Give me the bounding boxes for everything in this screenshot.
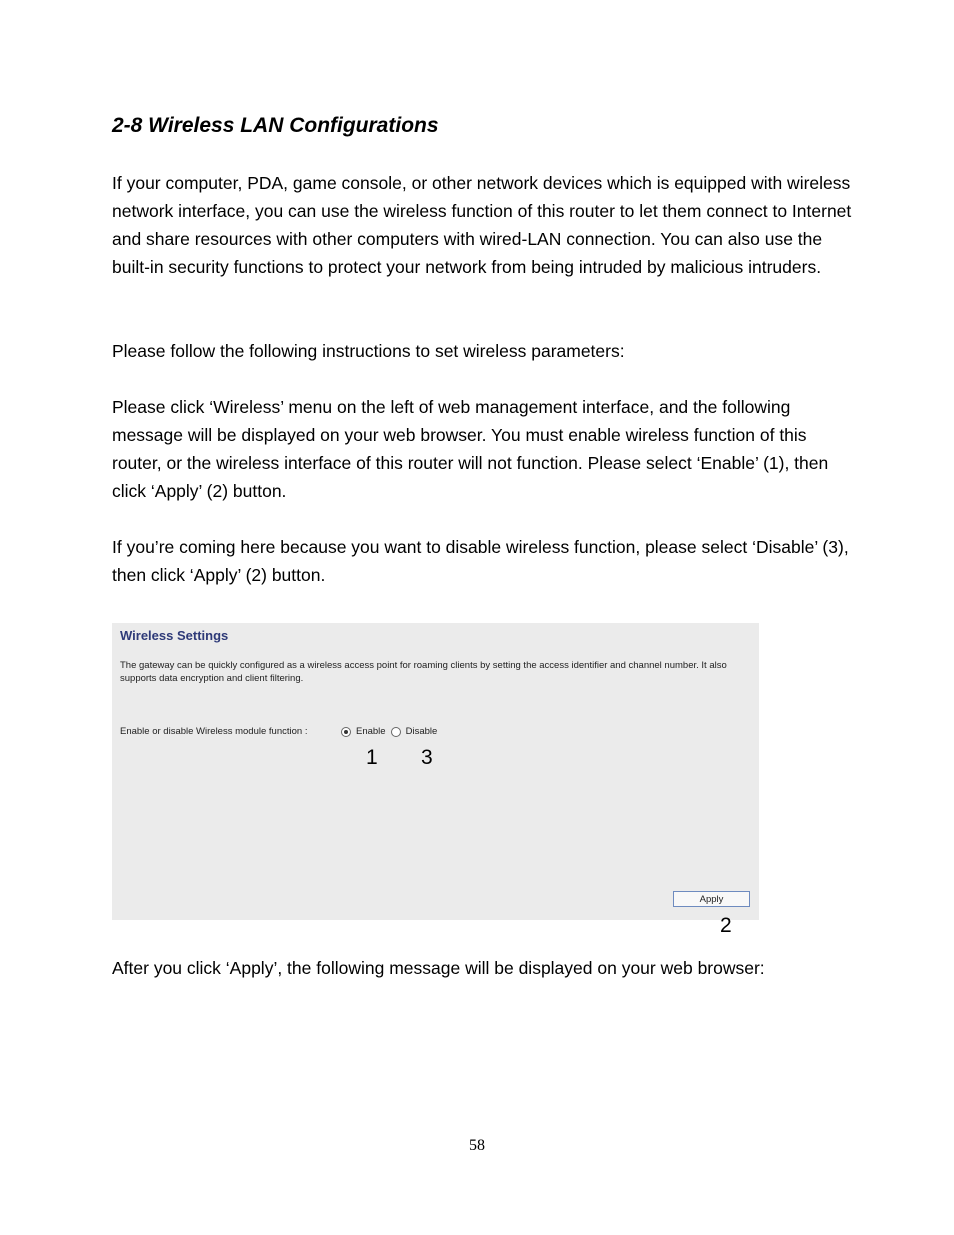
apply-button[interactable]: Apply <box>673 891 750 907</box>
callout-number-apply: 2 <box>720 914 732 937</box>
section-heading: 2-8 Wireless LAN Configurations <box>112 114 439 137</box>
enable-instructions-paragraph: Please click ‘Wireless’ menu on the left of web management interface, and the following message will be displayed on your web browser. You must enable wireless function of this router, or the wireless interface of this router will not function. Please select ‘Enable’ (1), then click ‘Apply’ (2) button. <box>112 397 829 501</box>
callout-number-enable: 1 <box>366 746 378 769</box>
enable-option[interactable] <box>341 726 386 737</box>
wireless-settings-title: Wireless Settings <box>120 628 229 643</box>
wireless-settings-description: The gateway can be quickly configured as a wireless access point for roaming clients by setting the access identifier and channel number. It also supports data encryption and client filtering. <box>120 660 727 684</box>
disable-option-label: Disable <box>405 726 438 737</box>
disable-option[interactable] <box>391 726 438 737</box>
wireless-settings-screenshot <box>112 623 759 920</box>
intro-paragraph: If your computer, PDA, game console, or other network devices which is equipped with wireless network interface, you can use the wireless function of this router to let them connect to Internet and share resources with other computers with wired-LAN connection. You can also use the built-in security functions to protect your network from being intruded by malicious intruders. <box>112 173 852 277</box>
wireless-module-row <box>120 726 442 737</box>
disable-radio[interactable] <box>391 727 401 737</box>
callout-number-disable: 3 <box>421 746 433 769</box>
instructions-intro-paragraph: Please follow the following instructions to set wireless parameters: <box>112 341 625 361</box>
wireless-module-label: Enable or disable Wireless module function : <box>120 726 308 737</box>
after-apply-paragraph: After you click ‘Apply’, the following message will be displayed on your web browser: <box>112 958 765 978</box>
enable-option-label: Enable <box>356 726 386 737</box>
page-number: 58 <box>469 1137 485 1154</box>
disable-instructions-paragraph: If you’re coming here because you want to disable wireless function, please select ‘Disable’ (3), then click ‘Apply’ (2) button. <box>112 537 849 585</box>
enable-radio[interactable] <box>341 727 351 737</box>
